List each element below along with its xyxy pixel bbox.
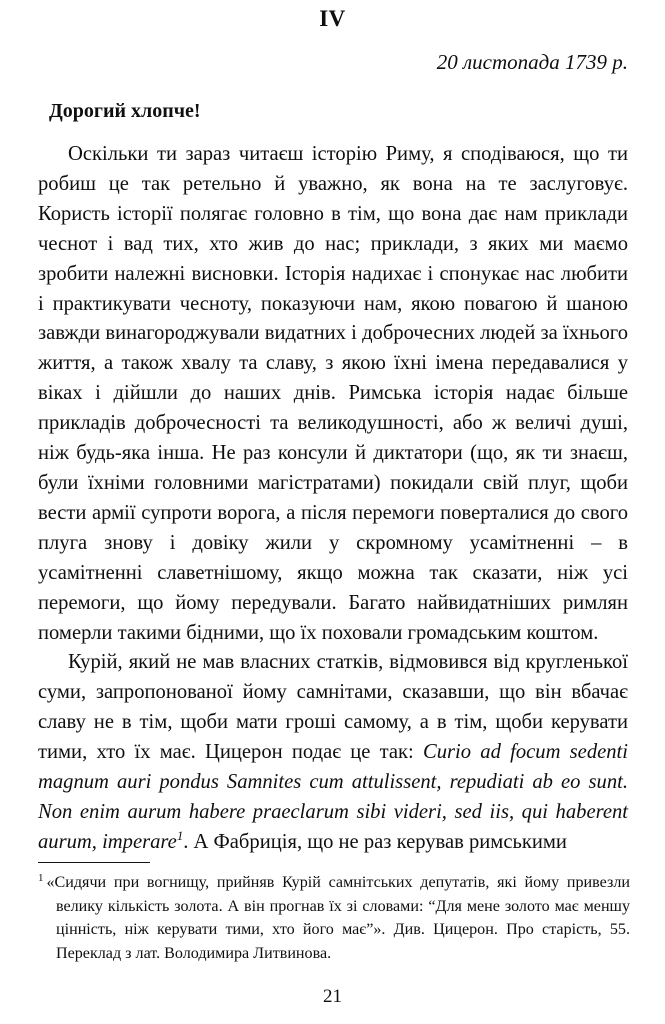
footnote-marker: 1	[38, 871, 44, 884]
footnote-separator-rule	[38, 862, 150, 863]
footnote-reference-icon[interactable]: 1	[176, 828, 184, 843]
paragraph-2	[38, 648, 628, 857]
paragraph-1-text: Оскільки ти зараз читаєш історію Риму, я сподіваюся, що ти робиш це так ретельно й уважно, як вона на те заслуговує. Користь історії полягає головно в тім, що вона дає нам приклади чеснот і вад тих, хто жив до нас; приклади, з яких ми маємо зробити належні висновки. Історія надихає і спонукає нас любити і практикувати чесноту, показуючи нам, якою повагою й шаною завжди винагороджували видатних і доброчесних людей за їхнього життя, а також хвалу та славу, з якою їхні імена передавалися у віках і дійшли до наших днів. Римська історія надає більше прикладів доброчесності та великодушності, або ж величі душі, ніж будь-яка інша. Не раз консули й диктатори (що, як ти знаєш, були їхніми головними магістратами) покидали свій плуг, щоби вести армії супроти ворога, а після перемоги поверталися до свого плуга знову і довіку жили у скромному усамітненні – в усамітненні славетнішому, якщо можна так сказати, ніж усі перемоги, що йому передували. Багато найвидатніших римлян померли такими бідними, що їх поховали громадським коштом.	[38, 143, 628, 644]
paragraph-1	[38, 140, 628, 648]
page-number: 21	[323, 986, 342, 1007]
latin-quotation: Curio ad focum sedenti magnum auri pondus Samnites cum attulissent, repudiati ab eo sunt. Non enim aurum habere praeclarum sibi videri, sed iis, qui haberent aurum, imperare	[38, 741, 628, 853]
footnote-area	[38, 862, 630, 965]
chapter-number: IV	[319, 6, 346, 31]
footnote-entry	[38, 871, 630, 965]
paragraph-2-tail-text: . А Фабриція, що не раз керував римськими	[183, 830, 567, 853]
body-text	[38, 140, 628, 858]
footnote-body-text: «Сидячи при вогнищу, прийняв Курій самнітських депутатів, які йому привезли велику кількість золота. А він прогнав їх зі словами: “Для мене золото має меншу цінність, ніж керувати тими, хто його має”». Див. Цицерон. Про старість, 55. Переклад з лат. Володимира Литвинова.	[46, 874, 630, 962]
paragraph-2-lead-text: Курій, який не мав власних статків, відмовився від кругленької суми, запропонованої йому самнітами, сказавши, що він вбачає славу не в тім, щоби мати гроші самому, а в тім, щоби керувати тими, хто їх має. Цицерон подає це так:	[38, 651, 628, 764]
letter-date: 20 листопада 1739 р.	[436, 50, 628, 74]
letter-salutation: Дорогий хлопче!	[49, 100, 201, 122]
